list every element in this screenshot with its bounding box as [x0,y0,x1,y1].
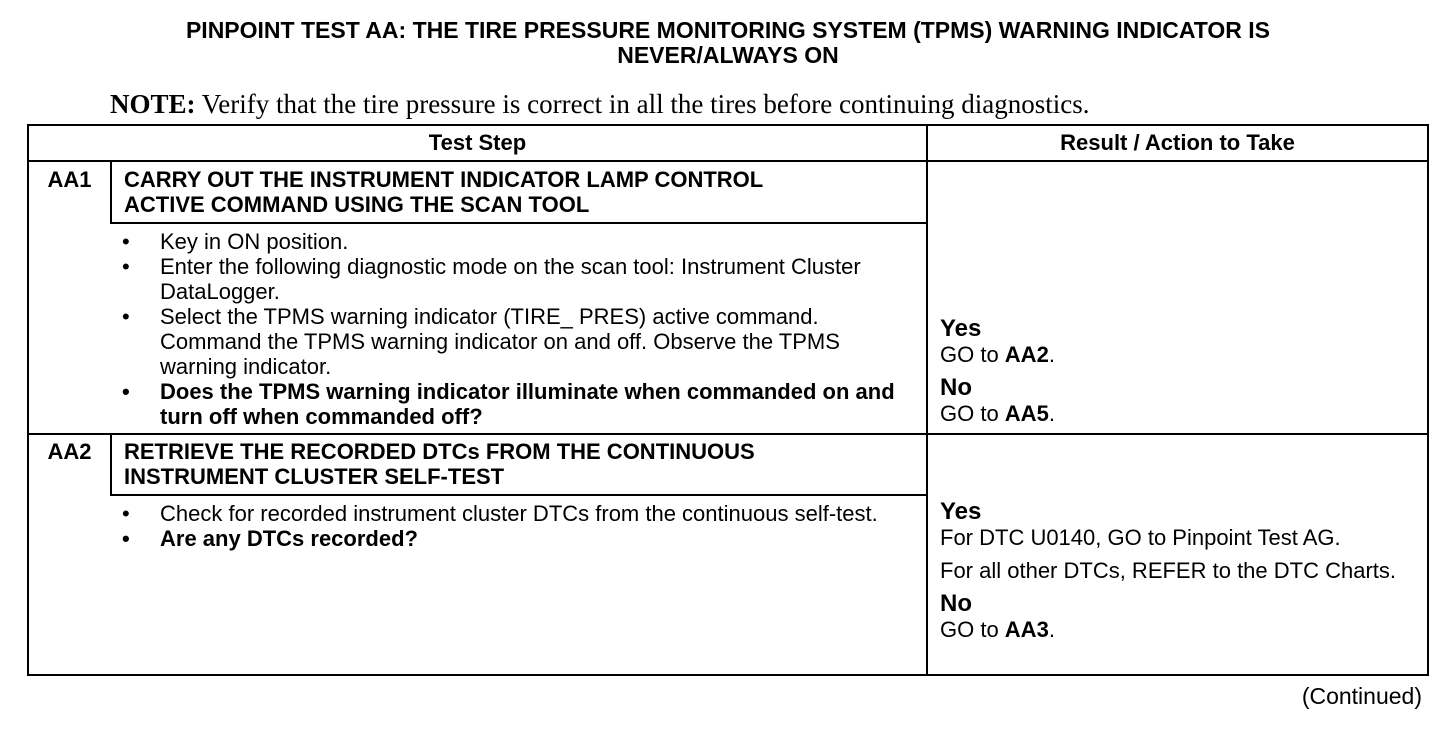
bullet-item: • Select the TPMS warning indicator (TIRE_ PRES) active command. Command the TPMS warning indicator on and off. Observe the TPMS warning indicator. [118,304,918,379]
page-title [0,18,1456,68]
step-id: AA1 [47,167,92,192]
step-title [124,439,914,489]
step-title-line: INSTRUMENT CLUSTER SELF-TEST [124,464,505,489]
row-rule [27,433,1429,435]
bullet-question: • Does the TPMS warning indicator illuminate when commanded on and turn off when commanded off? [118,379,918,429]
result-action [940,316,1420,426]
note [110,88,1090,120]
yes-action: GO to AA2. [940,342,1055,367]
no-action: GO to AA5. [940,401,1055,426]
no-label: No [940,590,972,617]
yes-label: Yes [940,315,982,342]
step-instructions [118,501,918,551]
yes-action: For DTC U0140, GO to Pinpoint Test AG. [940,525,1341,550]
step-instructions [118,229,918,429]
step-title-rule-aa1 [110,222,928,224]
header-result: Result / Action to Take [1060,130,1295,155]
step-id-divider-aa1 [110,162,112,223]
no-action: GO to AA3. [940,617,1055,642]
title-line-2: NEVER/ALWAYS ON [617,42,839,68]
step-id: AA2 [47,439,92,464]
header-rule [27,160,1429,162]
note-text: Verify that the tire pressure is correct in all the tires before continuing diagnostics. [195,89,1090,119]
title-line-1: PINPOINT TEST AA: THE TIRE PRESSURE MONITORING SYSTEM (TPMS) WARNING INDICATOR IS [185,17,1271,43]
step-title-line: RETRIEVE THE RECORDED DTCs FROM THE CONTINUOUS [124,439,755,464]
step-title [124,167,914,217]
step-link: AA2 [1004,342,1049,367]
step-title-rule-aa2 [110,494,928,496]
step-link: AA5 [1004,401,1049,426]
yes-action: For all other DTCs, REFER to the DTC Charts. [940,558,1396,583]
header-test-step: Test Step [428,130,527,155]
result-action [940,499,1420,642]
bullet-item: • Check for recorded instrument cluster DTCs from the continuous self-test. [118,501,918,526]
step-id-divider-aa2 [110,435,112,495]
column-divider [926,124,928,676]
step-title-line: CARRY OUT THE INSTRUMENT INDICATOR LAMP CONTROL [124,167,764,192]
note-label: NOTE: [110,89,196,119]
bullet-item: • Enter the following diagnostic mode on the scan tool: Instrument Cluster DataLogger. [118,254,918,304]
bullet-question: • Are any DTCs recorded? [118,526,918,551]
step-link: AA3 [1004,617,1049,642]
bullet-item: • Key in ON position. [118,229,918,254]
yes-label: Yes [940,498,982,525]
step-title-line: ACTIVE COMMAND USING THE SCAN TOOL [124,192,590,217]
no-label: No [940,374,972,401]
continued-label: (Continued) [1301,683,1422,709]
